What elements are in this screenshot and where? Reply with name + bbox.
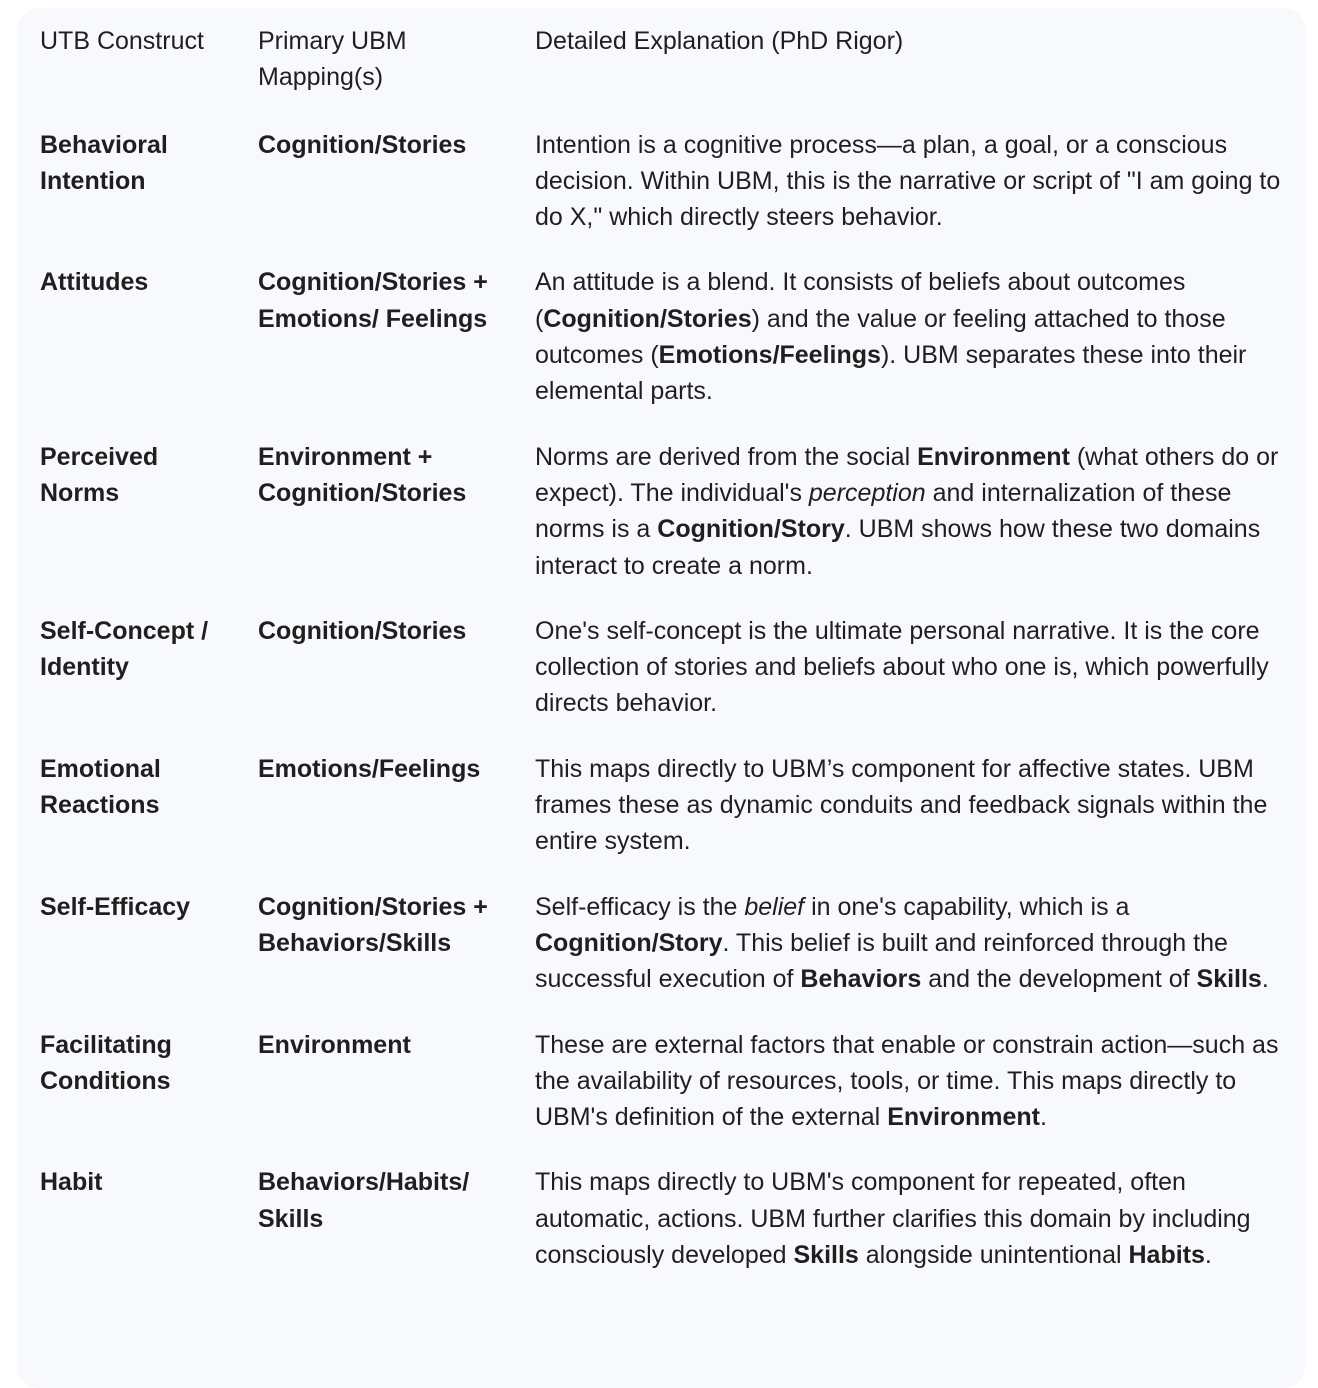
bold-text: Behaviors [800,965,922,994]
construct-cell: Emotional Reactions [40,754,161,820]
explanation-text: Norms are derived from the social [535,442,918,471]
explanation-cell [512,113,1305,251]
explanation-text: . [1204,1241,1212,1270]
mapping-cell: Emotions/Feelings [258,754,481,783]
explanation-text: and internalization of these norms is a [535,478,1232,544]
mapping-cell: Cognition/Stories + Behaviors/Skills [258,892,488,957]
explanation-text: and the development of [921,965,1197,994]
explanation-text: alongside unintentional [858,1241,1129,1270]
table-row [17,1013,1305,1151]
construct-cell: Behavioral Intention [40,130,168,195]
explanation-text: . [1261,965,1269,994]
table-row [17,113,1305,251]
header-explanation: Detailed Explanation (PhD Rigor) [535,27,904,55]
explanation-cell [512,737,1305,875]
table-body [17,113,1305,1289]
table-row [17,875,1305,1013]
explanation-text: ). UBM separates these into their elemental parts. [535,341,1247,406]
table-header [17,8,1305,113]
construct-cell: Habit [40,1168,103,1197]
mapping-cell: Behaviors/Habits/ Skills [258,1168,470,1233]
bold-text: Environment [887,1103,1040,1132]
construct-cell: Perceived Norms [40,442,159,507]
explanation-cell [512,1013,1305,1151]
explanation-cell [512,599,1305,737]
table-row [17,599,1305,737]
mapping-cell: Cognition/Stories [258,130,467,159]
explanation-cell [512,425,1305,599]
explanation-text: (what others do or expect). The individual's [535,442,1279,507]
construct-cell: Self-Concept / Identity [40,616,209,682]
explanation-text: One's self-concept is the ultimate personal narrative. It is the core collection of stories and beliefs about who one is, which powerfully directs behavior. [535,616,1269,718]
mapping-cell: Environment + Cognition/Stories [258,442,467,507]
bold-text: Habits [1128,1241,1205,1270]
bold-text: Skills [1196,965,1262,994]
mapping-cell: Environment [258,1030,411,1059]
italic-text: belief [744,892,805,921]
explanation-cell [512,875,1305,1013]
bold-text: Skills [793,1241,859,1270]
explanation-cell [512,1150,1305,1288]
explanation-text: Intention is a cognitive process—a plan, a goal, or a conscious decision. Within UBM, this is the narrative or script of "I am going to do X," which directly steers behavior. [535,130,1281,232]
explanation-text: . UBM shows how these two domains interact to create a norm. [535,515,1261,580]
bold-text: Emotions/Feelings [658,341,881,370]
header-row [17,8,1305,113]
table-row [17,425,1305,599]
construct-cell: Attitudes [40,268,149,297]
explanation-text: These are external factors that enable or constrain action—such as the availability of resources, tools, or time. This maps directly to UBM's definition of the external [535,1030,1279,1132]
construct-cell: Facilitating Conditions [40,1030,172,1095]
mapping-cell: Cognition/Stories + Emotions/ Feelings [258,268,488,333]
table-row [17,1150,1305,1288]
explanation-text: in one's capability, which is a [804,892,1130,921]
explanation-text: . This belief is built and reinforced through the successful execution of [535,928,1228,994]
header-construct: UTB Construct [40,27,204,55]
table-row [17,250,1305,424]
bold-text: Environment [917,442,1070,471]
explanation-text: This maps directly to UBM’s component for affective states. UBM frames these as dynamic conduits and feedback signals within the entire system. [535,754,1268,856]
mapping-cell: Cognition/Stories [258,616,467,645]
explanation-text: Self-efficacy is the [535,892,745,921]
explanation-text: . [1039,1103,1047,1132]
bold-text: Cognition/Story [657,515,845,544]
ubm-mapping-table [17,8,1305,1288]
explanation-text: ) and the value or feeling attached to those outcomes ( [535,304,1226,370]
explanation-text: An attitude is a blend. It consists of beliefs about outcomes ( [535,268,1186,333]
bold-text: Cognition/Stories [543,304,752,333]
construct-cell: Self-Efficacy [40,892,191,921]
italic-text: perception [808,478,926,507]
explanation-cell [512,250,1305,424]
bold-text: Cognition/Story [535,928,723,957]
explanation-text: This maps directly to UBM's component for repeated, often automatic, actions. UBM further clarifies this domain by including consciously developed [535,1168,1251,1270]
table-row [17,737,1305,875]
header-mapping: Primary UBM Mapping(s) [258,27,407,92]
